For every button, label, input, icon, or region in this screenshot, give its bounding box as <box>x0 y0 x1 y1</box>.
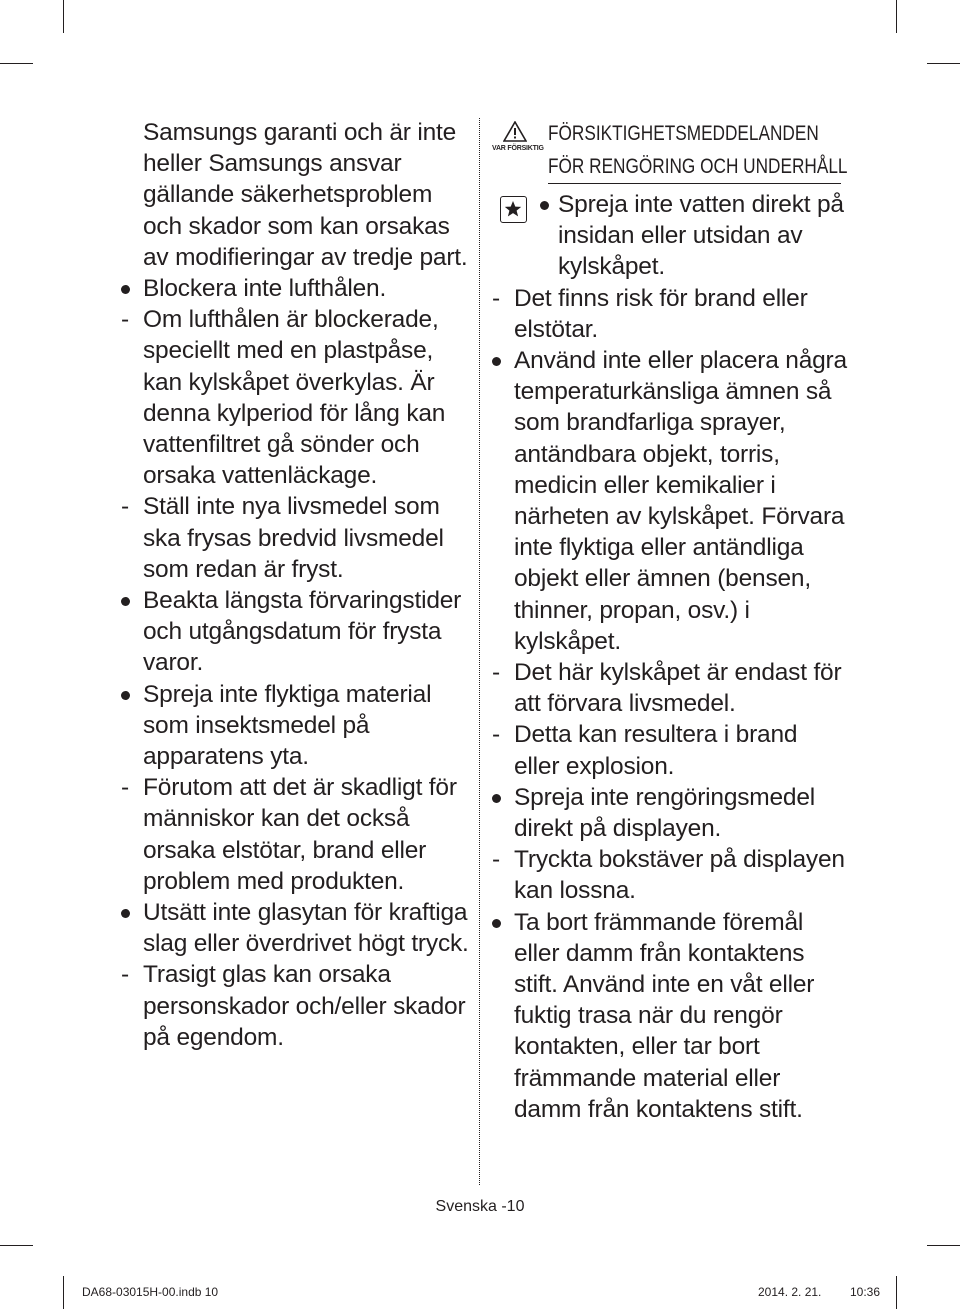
list-item: Tryckta bokstäver på displayen kan lossna. <box>514 846 845 905</box>
list-item: Beakta längsta förvaringstider och utgångsdatum för frysta varor. <box>143 587 462 677</box>
list-item: Om lufthålen är blockerade, speciellt med en plastpåse, kan kylskåpet överkylas. Är denna kylperiod för lång kan vattenfiltret gå sönder och orsaka vattenläckage. <box>143 306 446 490</box>
list-item: Använd inte eller placera några temperaturkänsliga ämnen så som brandfarliga sprayer, antändbara objekt, torris, medicin eller kemikalier i närheten av kylskåpet. Förvara inte flyktiga eller antändliga objekt eller ämnen (bensen, thinner, propan, osv.) i kylskåpet. <box>514 347 847 655</box>
list-item: Utsätt inte glasytan för kraftiga slag eller överdrivet högt tryck. <box>143 899 469 958</box>
crop-mark <box>0 1245 33 1246</box>
list-item: Spreja inte vatten direkt på insidan eller utsidan av kylskåpet. <box>558 191 844 281</box>
list-item: Ta bort främmande föremål eller damm från kontaktens stift. Använd inte en våt eller fuktig trasa när du rengör kontakten, eller tar bort främmande material eller damm från kontaktens stift. <box>514 908 815 1123</box>
caution-label: VAR FÖRSIKTIG <box>492 145 544 152</box>
first-warning <box>489 189 849 283</box>
section-title: FÖRSIKTIGHETSMEDDELANDEN FÖR RENGÖRING OCH UNDERHÅLL <box>548 122 848 178</box>
list-item: Spreja inte flyktiga material som insektsmedel på apparatens yta. <box>143 680 432 771</box>
title-rule <box>548 183 841 184</box>
list-item: Samsungs garanti och är inte heller Samsungs ansvar gällande säkerhetsproblem och skador som kan orsakas av modifieringar av tredje part. <box>143 119 468 271</box>
crop-mark <box>927 63 960 64</box>
crop-mark <box>63 1276 64 1309</box>
list-item: Spreja inte rengöringsmedel direkt på displayen. <box>514 783 816 843</box>
footer-time: 10:36 <box>850 1285 881 1299</box>
list-item: Förutom att det är skadligt för människor kan det också orsaka elstötar, brand eller problem med produkten. <box>143 774 457 895</box>
footer-date: 2014. 2. 21. <box>758 1285 822 1299</box>
list-item: Det finns risk för brand eller elstötar. <box>514 284 808 343</box>
column-divider <box>479 118 480 1185</box>
crop-mark <box>896 1276 897 1309</box>
page-number: Svenska -10 <box>435 1198 525 1215</box>
list-item: Ställ inte nya livsmedel som ska frysas bredvid livsmedel som redan är fryst. <box>143 493 444 583</box>
list-item: Trasigt glas kan orsaka personskador och/eller skador på egendom. <box>143 961 466 1051</box>
list-item: Blockera inte lufthålen. <box>143 275 387 303</box>
right-column <box>489 117 849 1125</box>
caution-header <box>489 117 849 183</box>
crop-mark <box>927 1245 960 1246</box>
crop-mark <box>63 0 64 33</box>
list-item: Det här kylskåpet är endast för att förvara livsmedel. <box>514 659 842 718</box>
star-box-icon <box>500 196 527 223</box>
crop-mark <box>896 0 897 33</box>
crop-mark <box>0 63 33 64</box>
left-column <box>118 117 470 1053</box>
footer-file: DA68-03015H-00.indb 10 <box>82 1285 219 1299</box>
list-item: Detta kan resultera i brand eller explosion. <box>514 721 798 780</box>
warning-triangle-icon <box>503 121 527 142</box>
